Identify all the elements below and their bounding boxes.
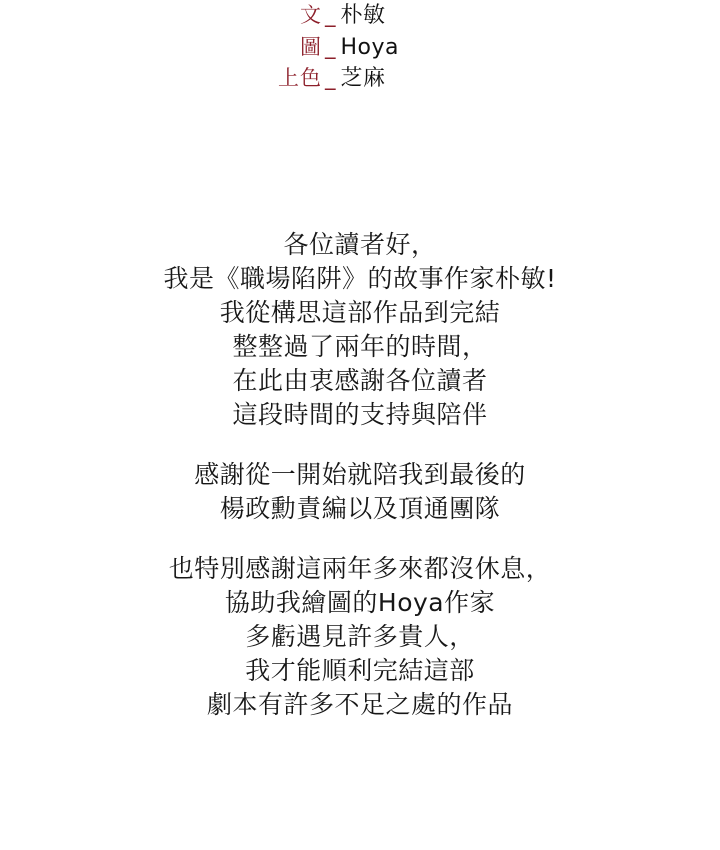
credit-label-writer: 文 [300, 3, 322, 27]
credit-row-artist [260, 34, 460, 62]
credit-row-colorist [260, 65, 460, 93]
letter-line: 各位讀者好， [283, 230, 437, 259]
author-letter [0, 228, 720, 722]
letter-paragraph [0, 228, 720, 432]
credit-value-colorist: 芝麻 [340, 66, 386, 91]
credit-value-writer: 朴敏 [340, 3, 386, 28]
credit-separator: _ [325, 66, 336, 90]
letter-line: 我是《職場陷阱》的故事作家朴敏! [163, 264, 557, 293]
letter-line: 也特別感謝這兩年多來都沒休息， [168, 554, 552, 583]
credits-block [0, 0, 720, 97]
letter-line: 劇本有許多不足之處的作品 [206, 690, 513, 719]
letter-line: 這段時間的支持與陪伴 [232, 400, 488, 429]
credit-value-artist: Hoya [340, 34, 400, 60]
letter-line: 楊政勳責編以及頂通團隊 [219, 494, 501, 523]
letter-line: 在此由衷感謝各位讀者 [232, 366, 488, 395]
credit-row-writer [260, 2, 460, 30]
credit-separator: _ [325, 3, 336, 27]
letter-line: 協助我繪圖的Hoya作家 [224, 588, 496, 617]
credit-label-artist: 圖 [300, 34, 322, 59]
letter-paragraph [0, 458, 720, 526]
letter-line: 我才能順利完結這部 [245, 656, 475, 685]
letter-line: 感謝從一開始就陪我到最後的 [194, 460, 526, 489]
credit-separator: _ [325, 34, 336, 59]
letter-line: 整整過了兩年的時間， [232, 332, 488, 361]
letter-line: 我從構思這部作品到完結 [219, 298, 501, 327]
letter-paragraph [0, 552, 720, 722]
credit-label-colorist: 上色 [278, 66, 322, 90]
letter-line: 多虧遇見許多貴人， [245, 622, 475, 651]
